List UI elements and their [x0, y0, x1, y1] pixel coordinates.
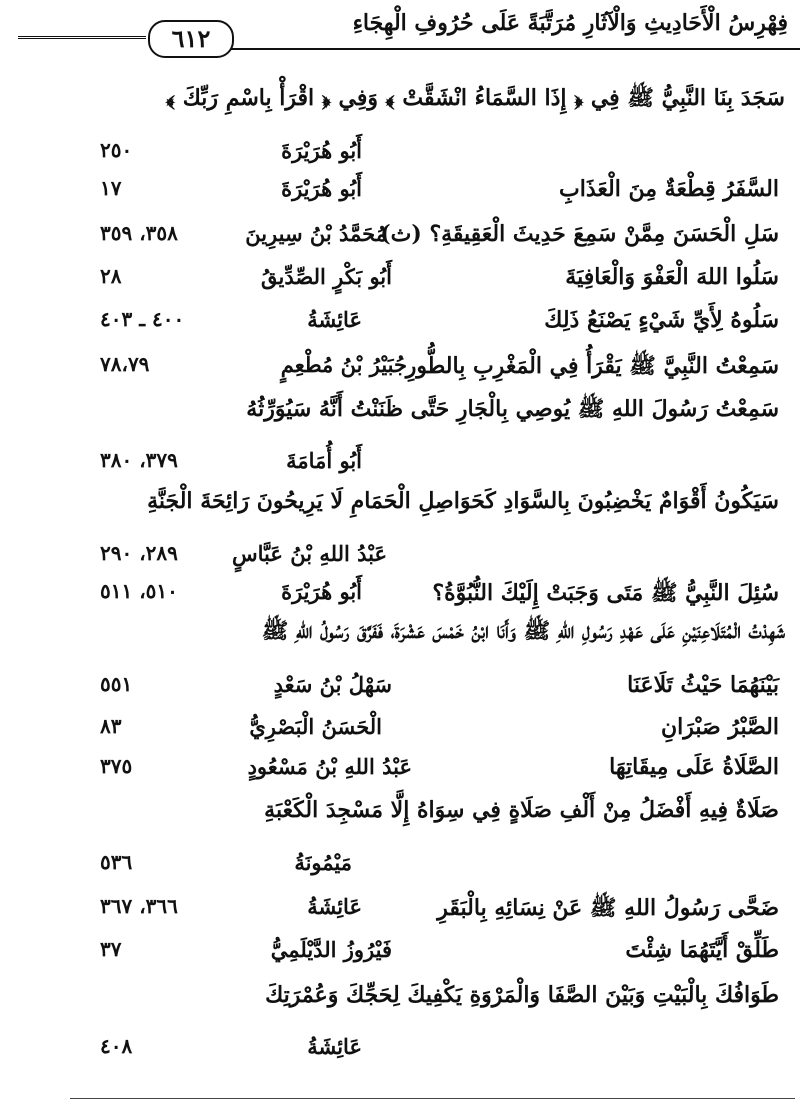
hadith-text: ضَحَّى رَسُولُ اللهِ ﷺ عَنْ نِسَائِهِ بِالْبَقَرِ [437, 895, 779, 921]
page-refs: ١٧ [100, 176, 122, 200]
hadith-text: سَلِ الْحَسَنَ مِمَّنْ سَمِعَ حَدِيثَ الْعَقِيقَةِ؟ (ث) [380, 221, 779, 247]
narrator: عَائِشَةُ [307, 1034, 362, 1059]
narrator: فَيْرُوزُ الدَّيْلَمِيُّ [270, 937, 392, 962]
narrator: عَائِشَةُ [307, 307, 362, 332]
page-header [18, 0, 798, 62]
narrator: مُحَمَّدُ بْنُ سِيرِينَ [245, 221, 387, 246]
hadith-text: سُئِلَ النَّبِيُّ ﷺ مَتَى وَجَبَتْ إِلَيْكَ النُّبُوَّةُ؟ [432, 580, 779, 606]
header-rule-right [230, 48, 800, 50]
narrator: عَبْدُ اللهِ بْنُ مَسْعُودٍ [247, 754, 412, 779]
page-refs: ٣٧٩، ٣٨٠ [100, 448, 178, 472]
page-refs: ٥٥١ [100, 672, 133, 696]
page-refs: ٣٥٨، ٣٥٩ [100, 221, 178, 245]
narrator: مَيْمُونَةُ [294, 850, 352, 875]
hadith-text: سَمِعْتُ النَّبِيَّ ﷺ يَقْرَأُ فِي الْمَغْرِبِ بِالطُّورِ [405, 353, 779, 379]
hadith-text: سَلُوا اللهَ الْعَفْوَ وَالْعَافِيَةَ [565, 264, 779, 290]
page-refs: ٥٣٦ [100, 850, 133, 874]
hadith-text: طَلِّقْ أَيَّتَهُمَا شِئْتَ [625, 937, 779, 963]
page-refs: ٣٧٥ [100, 754, 133, 778]
header-title: فِهْرِسُ الْأَحَادِيثِ وَالْآثَارِ مُرَتَّبَةً عَلَى حُرُوفِ الْهِجَاءِ [352, 10, 788, 36]
page-refs: ٤٠٠ ـ ٤٠٣ [100, 307, 185, 331]
hadith-text: سَجَدَ بِنَا النَّبِيُّ ﷺ فِي ﴿ إِذَا السَّمَاءُ انْشَقَّتْ ﴾ وَفِي ﴿ اقْرَأْ بِاسْمِ رَبِّكَ ﴾ [166, 85, 785, 111]
page-refs: ٣٦٦، ٣٦٧ [100, 894, 178, 918]
narrator: عَبْدُ اللهِ بْنُ عَبَّاسٍ [232, 541, 387, 566]
page-refs: ٥١٠، ٥١١ [100, 579, 178, 603]
hadith-text: الصَّلَاةُ عَلَى مِيقَاتِهَا [609, 754, 779, 780]
page-number: ٦١٢ [148, 20, 234, 58]
hadith-text: طَوَافُكَ بِالْبَيْتِ وَبَيْنَ الصَّفَا وَالْمَرْوَةِ يَكْفِيكَ لِحَجِّكَ وَعُمْرَتِكَ [265, 982, 779, 1008]
hadith-text: سَيَكُونُ أَقْوَامٌ يَخْضِبُونَ بِالسَّوَادِ كَحَوَاصِلِ الْحَمَامِ لَا يَرِيحُونَ رَائِحَةَ الْجَنَّةِ [147, 488, 779, 514]
header-rule-left [18, 36, 146, 39]
page-refs: ٣٧ [100, 937, 122, 961]
narrator: أَبُو أُمَامَةَ [286, 448, 362, 473]
hadith-text: بَيْنَهُمَا حَيْثُ تَلَاعَنَا [627, 672, 779, 698]
page-refs: ٢٨ [100, 264, 122, 288]
hadith-text: صَلَاةٌ فِيهِ أَفْضَلُ مِنْ أَلْفِ صَلَاةٍ فِي سِوَاهُ إِلَّا مَسْجِدَ الْكَعْبَةِ [264, 797, 779, 823]
hadith-text: سَمِعْتُ رَسُولَ اللهِ ﷺ يُوصِي بِالْجَارِ حَتَّى ظَنَنْتُ أَنَّهُ سَيُوَرِّثُهُ [246, 396, 779, 422]
page-refs: ٨٣ [100, 714, 122, 738]
footer-rule [70, 1098, 795, 1099]
narrator: أَبُو هُرَيْرَةَ [281, 176, 362, 201]
narrator: أَبُو هُرَيْرَةَ [281, 579, 362, 604]
page-refs: ٢٥٠ [100, 138, 133, 162]
page-refs: ٢٨٩، ٢٩٠ [100, 541, 178, 565]
narrator: أَبُو بَكْرٍ الصِّدِّيقُ [260, 264, 392, 289]
page-refs: ٤٠٨ [100, 1034, 133, 1058]
narrator: سَهْلُ بْنُ سَعْدٍ [273, 672, 392, 697]
hadith-text: الصَّبْرُ صَبْرَانِ [660, 714, 779, 740]
hadith-text: سَلُوهُ لِأَيِّ شَيْءٍ يَصْنَعُ ذَلِكَ [544, 307, 779, 333]
narrator: الْحَسَنُ الْبَصْرِيُّ [249, 714, 382, 739]
hadith-text: السَّفَرُ قِطْعَةٌ مِنَ الْعَذَابِ [559, 176, 779, 202]
narrator: أَبُو هُرَيْرَةَ [281, 138, 362, 163]
narrator: عَائِشَةُ [307, 894, 362, 919]
page-refs: ٧٨،٧٩ [100, 352, 150, 376]
hadith-text: شَهِدْتُ الْمُتَلَاعِنَيْنِ عَلَى عَهْدِ رَسُولِ اللهِ ﷺ وَأَنَا ابْنُ خَمْسَ عَشْرَةَ، فَفَرَّقَ رَسُولُ اللهِ ﷺ [261, 618, 785, 644]
narrator: جُبَيْرُ بْنُ مُطْعِمٍ [280, 352, 407, 377]
